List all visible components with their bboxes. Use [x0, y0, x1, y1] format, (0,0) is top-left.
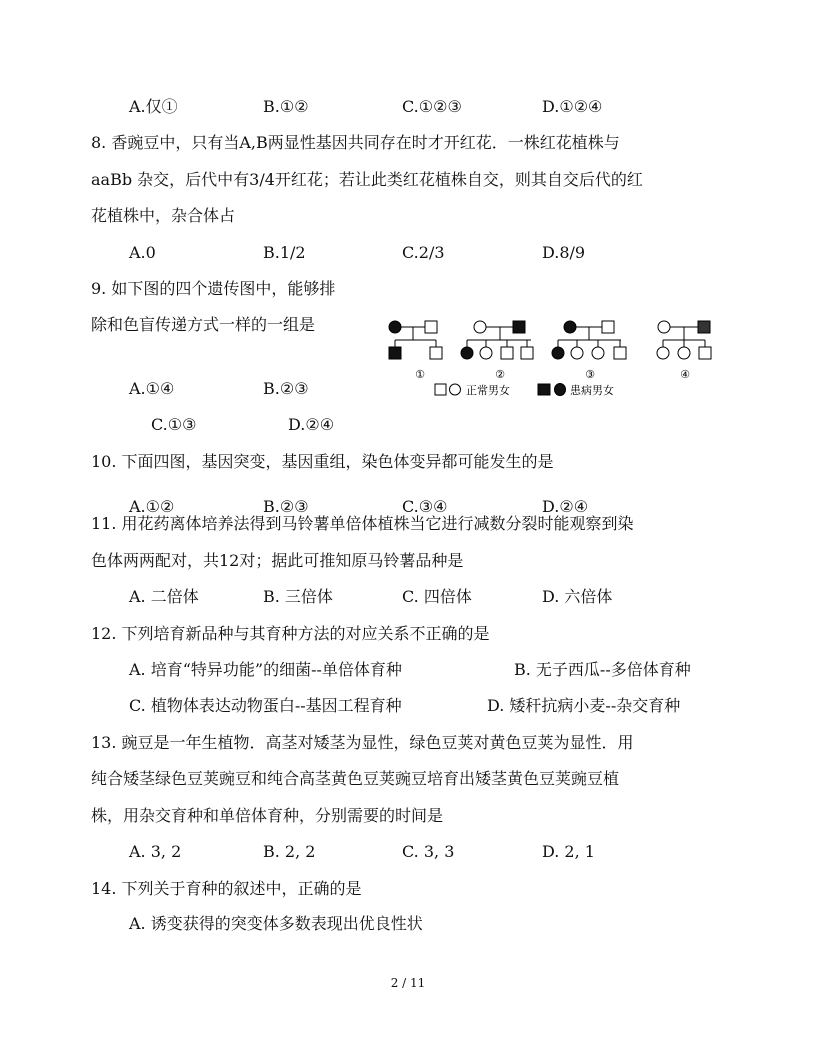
legend-affected-male-icon	[538, 384, 550, 395]
q9-option-a: A.①④	[129, 379, 175, 398]
q7-option-a: A.仅①	[129, 97, 178, 116]
pedigree-1-son	[430, 347, 442, 359]
q8-line-2: aaBb 杂交，后代中有3/4开红花；若让此类红花植株自交，则其自交后代的红	[91, 170, 643, 189]
pedigree-3-father	[602, 321, 614, 333]
legend-affected-label: 患病男女	[570, 384, 614, 397]
q13-option-b: B. 2, 2	[263, 842, 316, 861]
q12-line-1: 12. 下列培育新品种与其育种方法的对应关系不正确的是	[91, 624, 490, 643]
q8-option-c: C.2/3	[402, 243, 445, 262]
q11-line-2: 色体两两配对，共12对；据此可推知原马铃薯品种是	[91, 551, 464, 570]
q7-option-b: B.①②	[263, 97, 309, 116]
q11-line-1: 11. 用花药离体培养法得到马铃薯单倍体植株当它进行减数分裂时能观察到染	[91, 514, 634, 533]
q14-line-1: 14. 下列关于育种的叙述中，正确的是	[91, 879, 362, 898]
q13-line-1: 13. 豌豆是一年生植物．高茎对矮茎为显性，绿色豆荚对黄色豆荚为显性．用	[91, 733, 634, 752]
q8-option-d: D.8/9	[542, 243, 586, 262]
q8-line-3: 花植株中，杂合体占	[91, 206, 236, 225]
q11-option-a: A. 二倍体	[129, 587, 199, 606]
q9-line-1: 9. 如下图的四个遗传图中，能够排	[91, 279, 336, 298]
q8-line-1: 8. 香豌豆中，只有当A,B两显性基因共同存在时才开红花．一株红花植株与	[91, 133, 620, 152]
q10-line-1: 10. 下面四图，基因突变，基因重组，染色体变异都可能发生的是	[91, 452, 554, 471]
legend-normal-female-icon	[450, 384, 461, 395]
q7-option-c: C.①②③	[402, 97, 462, 116]
pedigree-1-son-affected	[389, 347, 401, 359]
q8-option-a: A.0	[129, 243, 156, 262]
q13-line-2: 纯合矮茎绿色豆荚豌豆和纯合高茎黄色豆荚豌豆培育出矮茎黄色豆荚豌豆植	[91, 769, 620, 788]
pedigree-4-daughter	[657, 347, 669, 359]
pedigree-3-son	[614, 347, 626, 359]
q11-option-d: D. 六倍体	[542, 587, 613, 606]
q9-option-c: C.①③	[151, 415, 197, 434]
pedigree-2-father-affected	[513, 321, 525, 333]
q12-option-d: D. 矮秆抗病小麦--杂交育种	[487, 696, 681, 715]
pedigree-1-father	[425, 321, 437, 333]
pedigree-1-mother	[389, 321, 401, 333]
q13-option-c: C. 3, 3	[402, 842, 455, 861]
pedigree-label-4: ④	[680, 368, 690, 381]
q13-option-d: D. 2, 1	[542, 842, 595, 861]
pedigree-4-mother	[658, 321, 670, 333]
pedigree-label-3: ③	[585, 368, 595, 381]
q13-line-3: 株，用杂交育种和单倍体育种，分别需要的时间是	[91, 806, 444, 825]
pedigree-2-mother	[474, 321, 486, 333]
pedigree-3-daughter	[571, 347, 583, 359]
q12-option-a: A. 培育“特异功能”的细菌--单倍体育种	[129, 660, 402, 679]
q9-option-b: B.②③	[263, 379, 309, 398]
q14-option-a: A. 诱变获得的突变体多数表现出优良性状	[129, 914, 423, 933]
q10-option-c: C.③④	[402, 497, 448, 516]
pedigree-2-son	[501, 347, 513, 359]
q10-option-d: D.②④	[542, 497, 589, 516]
pedigree-4-son	[699, 347, 711, 359]
pedigree-3-daughter-2	[592, 347, 604, 359]
pedigree-3-mother-affected	[564, 321, 576, 333]
q10-option-a: A.①②	[129, 497, 175, 516]
pedigree-2-daughter-affected	[461, 347, 473, 359]
q9-line-2: 除和色盲传递方式一样的一组是	[91, 315, 316, 334]
page-number: 2 / 11	[390, 976, 426, 990]
pedigree-label-2: ②	[495, 368, 505, 381]
pedigree-2-daughter	[480, 347, 492, 359]
pedigree-3-daughter-affected	[552, 347, 564, 359]
pedigree-4-father-affected	[698, 321, 710, 333]
q8-option-b: B.1/2	[263, 243, 306, 262]
q13-option-a: A. 3, 2	[129, 842, 182, 861]
q9-option-d: D.②④	[288, 415, 335, 434]
q10-option-b: B.②③	[263, 497, 309, 516]
q12-option-b: B. 无子西瓜--多倍体育种	[514, 660, 691, 679]
pedigree-label-1: ①	[415, 368, 425, 381]
pedigree-2-son-2	[521, 347, 533, 359]
q7-option-d: D.①②④	[542, 97, 603, 116]
legend-affected-female-icon	[555, 384, 566, 396]
q11-option-b: B. 三倍体	[263, 587, 333, 606]
legend-normal-male-icon	[435, 384, 446, 395]
legend-normal-label: 正常男女	[466, 384, 510, 397]
pedigree-4-daughter-2	[678, 347, 690, 359]
q12-option-c: C. 植物体表达动物蛋白--基因工程育种	[129, 696, 402, 715]
pedigree-figure	[380, 310, 725, 402]
q11-option-c: C. 四倍体	[402, 587, 472, 606]
